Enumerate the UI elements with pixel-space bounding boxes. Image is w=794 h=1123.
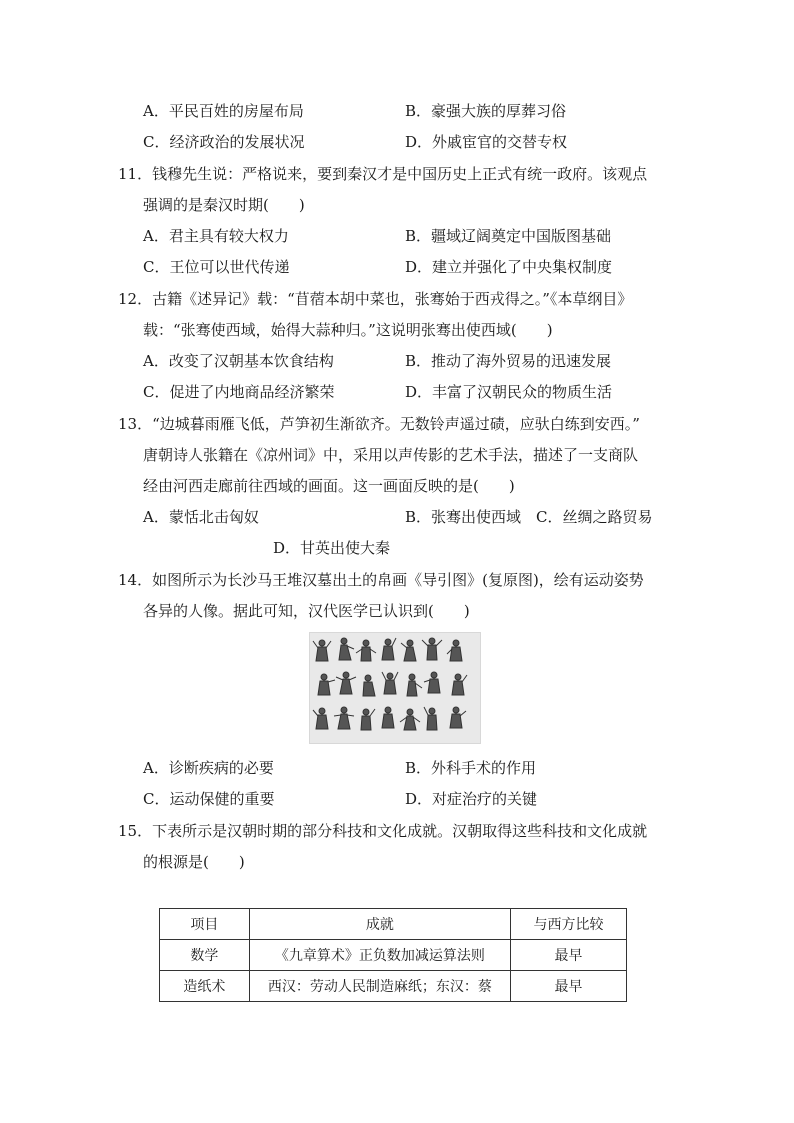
table-cell: 《九章算术》正负数加减运算法则 xyxy=(249,940,510,971)
q11-option-b: B．疆域辽阔奠定中国版图基础 xyxy=(405,227,612,245)
q13-stem-line3: 经由河西走廊前往西域的画面。这一画面反映的是( ) xyxy=(143,477,515,495)
q10-option-c: C．经济政治的发展状况 xyxy=(143,133,305,151)
q10-option-b: B．豪强大族的厚葬习俗 xyxy=(405,102,567,120)
q14-option-d: D．对症治疗的关键 xyxy=(405,790,538,808)
q14-option-c: C．运动保健的重要 xyxy=(143,790,275,808)
q14-option-b: B．外科手术的作用 xyxy=(405,759,537,777)
achievements-table xyxy=(159,908,627,1002)
table-header-row xyxy=(160,909,627,940)
q15-stem-line2: 的根源是( ) xyxy=(143,853,245,871)
table-cell: 造纸术 xyxy=(160,971,250,1002)
q13-option-a: A．蒙恬北击匈奴 xyxy=(143,508,259,526)
q12-option-a: A．改变了汉朝基本饮食结构 xyxy=(143,352,334,370)
q15-stem-line1: 15．下表所示是汉朝时期的部分科技和文化成就。汉朝取得这些科技和文化成就 xyxy=(118,822,648,840)
q14-stem-line1: 14．如图所示为长沙马王堆汉墓出土的帛画《导引图》(复原图)，绘有运动姿势 xyxy=(118,571,644,589)
q11-stem-line2: 强调的是秦汉时期( ) xyxy=(143,196,305,214)
q13-option-d: D．甘英出使大秦 xyxy=(273,539,391,557)
table-row xyxy=(160,940,627,971)
q11-option-c: C．王位可以世代传递 xyxy=(143,258,290,276)
q12-option-b: B．推动了海外贸易的迅速发展 xyxy=(405,352,612,370)
table-cell: 数学 xyxy=(160,940,250,971)
q14-stem-line2: 各异的人像。据此可知，汉代医学已认识到( ) xyxy=(143,602,470,620)
table-row xyxy=(160,971,627,1002)
daoyin-tu-figure xyxy=(309,632,481,744)
q11-option-a: A．君主具有较大权力 xyxy=(143,227,289,245)
q13-stem-line2: 唐朝诗人张籍在《凉州词》中，采用以声传影的艺术手法，描述了一支商队 xyxy=(143,446,639,464)
q13-stem-line1: 13．“边城暮雨雁飞低，芦笋初生渐欲齐。无数铃声遥过碛，应驮白练到安西。” xyxy=(118,415,640,433)
q12-stem-line1: 12．古籍《述异记》载：“苜蓿本胡中菜也，张骞始于西戎得之。”《本草纲目》 xyxy=(118,290,633,308)
q11-option-d: D．建立并强化了中央集权制度 xyxy=(405,258,613,276)
table-header-cell: 项目 xyxy=(160,909,250,940)
q12-option-d: D．丰富了汉朝民众的物质生活 xyxy=(405,383,613,401)
table-cell: 最早 xyxy=(511,971,627,1002)
daoyin-figures-illustration xyxy=(310,633,480,743)
q11-stem-line1: 11．钱穆先生说：严格说来，要到秦汉才是中国历史上正式有统一政府。该观点 xyxy=(118,165,648,183)
q12-option-c: C．促进了内地商品经济繁荣 xyxy=(143,383,335,401)
table-cell: 西汉：劳动人民制造麻纸；东汉：蔡 xyxy=(249,971,510,1002)
q10-option-a: A．平民百姓的房屋布局 xyxy=(143,102,304,120)
q13-option-b-c: B．张骞出使西域 C．丝绸之路贸易 xyxy=(405,508,653,526)
q12-stem-line2: 载：“张骞使西域，始得大蒜种归。”这说明张骞出使西域( ) xyxy=(143,321,553,339)
q14-option-a: A．诊断疾病的必要 xyxy=(143,759,274,777)
table-cell: 最早 xyxy=(511,940,627,971)
q10-option-d: D．外戚宦官的交替专权 xyxy=(405,133,568,151)
table-header-cell: 成就 xyxy=(249,909,510,940)
table-header-cell: 与西方比较 xyxy=(511,909,627,940)
